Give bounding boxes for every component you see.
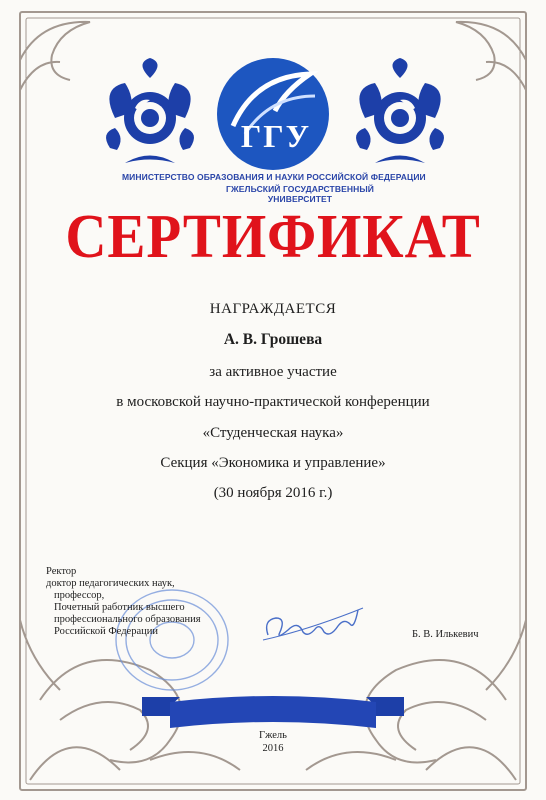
certificate-title: СЕРТИФИКАТ	[65, 203, 481, 271]
awarded-label: НАГРАЖДАЕТСЯ	[209, 301, 337, 317]
ministry-name: МИНИСТЕРСТВО ОБРАЗОВАНИЯ И НАУКИ РОССИЙСКОЙ ФЕДЕРАЦИИ	[122, 172, 426, 182]
university-line-1: ГЖЕЛЬСКИЙ ГОСУДАРСТВЕННЫЙ	[226, 184, 374, 194]
footer-city: Гжель	[259, 730, 287, 741]
logo-text: ГГУ	[240, 118, 312, 154]
signatory-title-3: профессор,	[54, 590, 105, 601]
award-reason-line-2: в московской научно-практической конференции	[116, 394, 430, 410]
conference-name: «Студенческая наука»	[202, 425, 344, 441]
university-line-2: УНИВЕРСИТЕТ	[267, 194, 333, 204]
recipient-name: А. В. Грошева	[223, 331, 323, 348]
signatory-title-2: доктор педагогических наук,	[46, 578, 175, 589]
signatory-title-6: Российской Федерации	[54, 626, 158, 637]
gzhel-flower-left-icon	[95, 58, 205, 168]
handwritten-signature-icon	[258, 600, 368, 650]
signatory-title-5: профессионального образования	[54, 614, 201, 625]
signatory-name: Б. В. Илькевич	[412, 629, 479, 640]
signatory-title-4: Почетный работник высшего	[54, 602, 185, 613]
conference-date: (30 ноября 2016 г.)	[213, 485, 333, 501]
section-name: Секция «Экономика и управление»	[160, 455, 386, 471]
ribbon	[142, 696, 404, 728]
footer-year: 2016	[262, 743, 284, 754]
award-reason-line-1: за активное участие	[209, 364, 337, 380]
gzhel-flower-right-icon	[345, 58, 455, 168]
signatory-title-1: Ректор	[46, 566, 77, 577]
